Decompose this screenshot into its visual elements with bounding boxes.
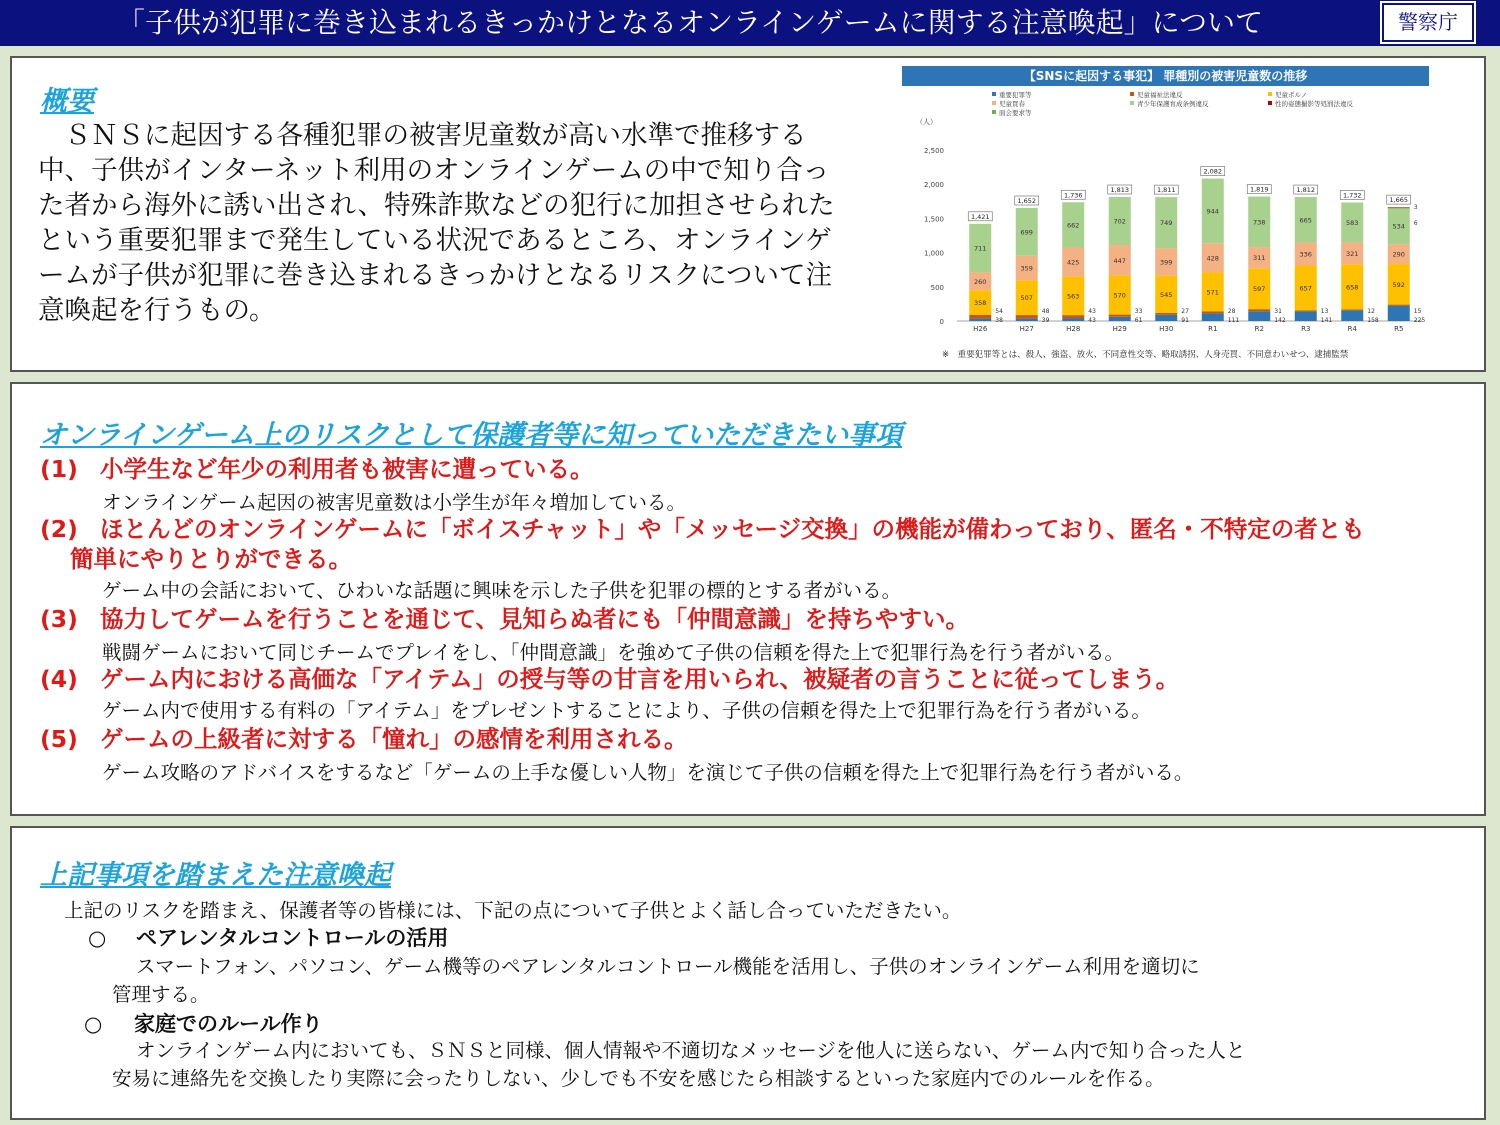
risk-item-4-number: (4) <box>40 665 78 693</box>
bar-segment-H28-1 <box>1062 315 1084 318</box>
x-tick-label-R5: R5 <box>1394 325 1404 333</box>
segment-label-H28-1: 43 <box>1088 308 1096 315</box>
header-bar <box>0 0 1500 46</box>
bar-segment-H27-0 <box>1016 318 1038 321</box>
risk-item-4-detail: ゲーム内で使用する有料の「アイテム」をプレゼントすることにより、子供の信頼を得た上で犯罪行為を行う者がいる。 <box>102 699 1151 722</box>
bar-segment-R2-1 <box>1248 309 1270 311</box>
bar-segment-R4-0 <box>1341 310 1363 321</box>
legend-swatch-6 <box>992 110 996 114</box>
segment-label-R5-3: 290 <box>1392 250 1405 259</box>
legend-label-1: 児童福祉法違反 <box>1137 91 1183 99</box>
agency-badge: 警察庁 <box>1382 3 1474 42</box>
bar-segment-R4-1 <box>1341 309 1363 310</box>
segment-label-R4-0: 158 <box>1367 317 1379 324</box>
segment-label-H27-4: 699 <box>1020 228 1033 237</box>
total-label-R3: 1,812 <box>1296 186 1316 195</box>
x-tick-label-R4: R4 <box>1347 325 1357 333</box>
legend-swatch-2 <box>1268 92 1272 96</box>
segment-label-R2-1: 31 <box>1274 308 1282 315</box>
bar-segment-H29-1 <box>1109 315 1131 317</box>
risk-item-4-title <box>40 664 1179 694</box>
risk-item-3-text: 協力してゲームを行うことを通じて、見知らぬ者にも「仲間意識」を持ちやすい。 <box>100 605 970 633</box>
overview-panel <box>10 56 1486 372</box>
segment-label-R4-3: 321 <box>1346 249 1359 258</box>
segment-label-H29-2: 570 <box>1113 291 1126 300</box>
segment-label-H26-4: 711 <box>974 244 987 253</box>
segment-label-H30-0: 91 <box>1181 317 1189 324</box>
advice-item-2-title <box>84 1010 323 1038</box>
risk-item-2-title-continued: 簡単にやりとりができる。 <box>70 545 352 573</box>
bar-segment-R5-0 <box>1388 306 1410 321</box>
total-label-R2: 1,819 <box>1249 185 1269 194</box>
segment-label-H28-0: 43 <box>1088 317 1096 324</box>
bar-segment-H26-1 <box>969 315 991 319</box>
y-tick-label-3: 1,500 <box>923 215 944 224</box>
segment-label-R4-1: 12 <box>1367 308 1375 315</box>
legend-label-6: 面会要求等 <box>999 109 1032 117</box>
page-title: 「子供が犯罪に巻き込まれるきっかけとなるオンラインゲームに関する注意喚起」について <box>116 6 1264 39</box>
bar-segment-H30-0 <box>1155 315 1177 321</box>
risk-item-3-detail: 戦闘ゲームにおいて同じチームでプレイをし、「仲間意識」を強めて子供の信頼を得た上で犯罪行為を行う者がいる。 <box>102 641 1124 664</box>
advice-item-1-line2: 管理する。 <box>112 983 210 1006</box>
total-label-R1: 2,082 <box>1203 167 1223 176</box>
x-tick-label-H26: H26 <box>973 325 988 333</box>
y-axis-unit: （人） <box>916 118 937 126</box>
segment-label-H27-2: 507 <box>1020 294 1033 303</box>
segment-label-H29-0: 61 <box>1134 317 1143 324</box>
advice-heading: 上記事項を踏まえた注意喚起 <box>40 860 391 891</box>
x-tick-label-H27: H27 <box>1019 325 1034 333</box>
bar-segment-R5-6 <box>1388 207 1410 208</box>
risks-panel <box>10 382 1486 816</box>
segment-label-H28-3: 425 <box>1067 258 1080 267</box>
total-label-R4: 1,732 <box>1342 191 1362 200</box>
segment-label-R1-2: 571 <box>1206 288 1219 297</box>
total-label-R5: 1,665 <box>1389 196 1409 205</box>
bar-segment-R1-0 <box>1202 313 1224 321</box>
segment-label-H27-1: 48 <box>1041 308 1050 315</box>
x-tick-label-R2: R2 <box>1254 325 1264 333</box>
segment-label-R5-5: 3 <box>1413 204 1418 212</box>
risk-item-1-number: (1) <box>40 455 78 483</box>
legend-swatch-0 <box>992 92 996 96</box>
risk-item-3-number: (3) <box>40 605 78 633</box>
advice-panel <box>10 826 1486 1120</box>
risk-item-5-detail: ゲーム攻略のアドバイスをするなど「ゲームの上手な優しい人物」を演じて子供の信頼を得た上で犯罪行為を行う者がいる。 <box>102 761 1194 784</box>
segment-label-H30-4: 749 <box>1160 219 1173 228</box>
segment-label-R3-4: 665 <box>1299 216 1312 225</box>
risk-item-4-text: ゲーム内における高価な「アイテム」の授与等の甘言を用いられ、被疑者の言うことに従ってしまう。 <box>100 665 1180 693</box>
segment-label-R5-1: 15 <box>1413 308 1422 315</box>
bar-segment-H28-0 <box>1062 318 1084 321</box>
bar-segment-H26-0 <box>969 318 991 321</box>
segment-label-R5-2: 592 <box>1392 280 1405 289</box>
total-label-H30: 1,811 <box>1156 186 1176 195</box>
legend-label-0: 重要犯罪等 <box>999 91 1032 99</box>
bar-segment-H29-0 <box>1109 317 1131 321</box>
segment-label-R3-2: 657 <box>1299 284 1312 293</box>
legend-label-5: 性的姿態撮影等処罰法違反 <box>1275 100 1353 108</box>
risk-item-5-number: (5) <box>40 725 78 753</box>
risk-item-3-title <box>40 604 969 634</box>
segment-label-H26-2: 358 <box>974 298 987 307</box>
risk-item-2-detail: ゲーム中の会話において、ひわいな話題に興味を示した子供を犯罪の標的とする者がいる。 <box>102 579 902 602</box>
segment-label-H26-1: 54 <box>995 308 1003 315</box>
risk-item-1-detail: オンラインゲーム起因の被害児童数は小学生が年々増加している。 <box>102 491 687 514</box>
segment-label-R3-0: 141 <box>1320 317 1333 324</box>
risk-item-2-text: ほとんどのオンラインゲームに「ボイスチャット」や「メッセージ交換」の機能が備わっており、匿名・不特定の者とも <box>100 515 1365 543</box>
advice-intro: 上記のリスクを踏まえ、保護者等の皆様には、下記の点について子供とよく話し合っていただきたい。 <box>64 899 962 922</box>
y-tick-label-1: 500 <box>930 283 944 292</box>
legend-swatch-3 <box>992 101 996 105</box>
segment-label-H30-1: 27 <box>1181 308 1189 315</box>
legend-label-4: 青少年保護育成条例違反 <box>1137 100 1209 108</box>
bar-segment-R3-0 <box>1295 311 1317 321</box>
risk-item-5-text: ゲームの上級者に対する「憧れ」の感情を利用される。 <box>100 725 688 753</box>
risk-item-1-title <box>40 454 594 484</box>
x-tick-label-R3: R3 <box>1301 325 1311 333</box>
segment-label-R1-3: 428 <box>1206 254 1219 263</box>
y-tick-label-0: 0 <box>939 318 944 326</box>
segment-label-R5-6: 6 <box>1413 220 1418 228</box>
x-tick-label-H28: H28 <box>1066 325 1081 333</box>
y-tick-label-2: 1,000 <box>923 249 944 258</box>
legend-swatch-1 <box>1130 92 1134 96</box>
legend-swatch-5 <box>1268 101 1272 105</box>
advice-item-2-line1: オンラインゲーム内においても、ＳＮＳと同様、個人情報や不適切なメッセージを他人に送らない、ゲーム内で知り合った人と <box>136 1039 1246 1062</box>
y-tick-label-5: 2,500 <box>923 147 944 155</box>
bar-segment-R2-0 <box>1248 311 1270 321</box>
total-label-H29: 1,813 <box>1110 185 1130 194</box>
segment-label-H26-3: 260 <box>974 277 987 286</box>
overview-body: ＳＮＳに起因する各種犯罪の被害児童数が高い水準で推移する中、子供がインターネット利用のオンラインゲームの中で知り合った者から海外に誘い出され、特殊詐欺などの犯行に加担させられたという重要犯罪まで発生している状況であるところ、オンラインゲームが子供が犯罪に巻き込まれるきっかけとなるリスクについて注意喚起を行うもの。 <box>38 120 835 326</box>
risk-item-2-number: (2) <box>40 515 78 543</box>
segment-label-H26-0: 38 <box>995 317 1003 324</box>
segment-label-H29-4: 702 <box>1113 217 1126 226</box>
segment-label-H30-2: 545 <box>1160 290 1173 299</box>
segment-label-H29-1: 33 <box>1134 308 1143 315</box>
x-tick-label-H29: H29 <box>1112 325 1127 333</box>
segment-label-H28-4: 662 <box>1067 221 1080 230</box>
x-tick-label-R1: R1 <box>1208 325 1218 333</box>
segment-label-R3-3: 336 <box>1299 250 1312 259</box>
segment-label-R3-1: 13 <box>1320 308 1329 315</box>
total-label-H27: 1,652 <box>1017 197 1037 206</box>
chart-svg <box>902 88 1442 346</box>
segment-label-H27-3: 359 <box>1020 264 1033 273</box>
segment-label-R1-4: 944 <box>1206 207 1219 216</box>
legend-swatch-4 <box>1130 101 1134 105</box>
y-tick-label-4: 2,000 <box>923 181 944 190</box>
segment-label-R2-0: 142 <box>1274 317 1286 324</box>
total-label-H26: 1,421 <box>970 212 990 221</box>
segment-label-R4-4: 583 <box>1346 218 1359 227</box>
segment-label-H29-3: 447 <box>1113 256 1126 265</box>
bar-segment-H30-1 <box>1155 313 1177 315</box>
x-tick-label-H30: H30 <box>1159 325 1174 333</box>
risk-item-5-title <box>40 724 688 754</box>
advice-item-1-line1: スマートフォン、パソコン、ゲーム機等のペアレンタルコントロール機能を活用し、子供のオンラインゲーム利用を適切に <box>136 955 1200 978</box>
advice-item-2-line2: 安易に連絡先を交換したり実際に会ったりしない、少しでも不安を感じたら相談するといった家庭内でのルールを作る。 <box>112 1067 1165 1090</box>
risk-item-1-text: 小学生など年少の利用者も被害に遭っている。 <box>100 455 594 483</box>
chart-title: 【SNSに起因する事犯】 罪種別の被害児童数の推移 <box>902 66 1429 86</box>
segment-label-R4-2: 658 <box>1346 283 1359 292</box>
segment-label-H28-2: 563 <box>1067 292 1080 301</box>
legend-label-2: 児童ポルノ <box>1275 91 1308 99</box>
bar-segment-R3-1 <box>1295 310 1317 311</box>
advice-item-1-text: ペアレンタルコントロールの活用 <box>136 926 449 950</box>
legend-label-3: 児童買春 <box>999 100 1025 108</box>
segment-label-R5-0: 225 <box>1413 317 1426 324</box>
segment-label-R2-4: 738 <box>1253 218 1266 227</box>
overview-heading: 概要 <box>40 86 94 117</box>
advice-item-2-text: 家庭でのルール作り <box>134 1012 323 1036</box>
advice-item-2-bullet: ○ <box>84 1012 103 1036</box>
chart-footnote: ※ 重要犯罪等とは、殺人、強盗、放火、不同意性交等、略取誘拐、人身売買、不同意わいせつ、逮捕監禁 <box>942 350 1349 360</box>
bar-segment-R1-1 <box>1202 311 1224 313</box>
segment-label-R1-1: 28 <box>1227 308 1236 315</box>
advice-item-1-title <box>88 924 448 952</box>
bar-segment-R5-1 <box>1388 305 1410 306</box>
advice-item-1-bullet: ○ <box>88 926 107 950</box>
segment-label-R2-3: 311 <box>1253 254 1266 263</box>
risk-item-2-title <box>40 514 1365 544</box>
segment-label-H30-3: 399 <box>1160 258 1173 267</box>
segment-label-R2-2: 597 <box>1253 285 1266 294</box>
risks-heading: オンラインゲーム上のリスクとして保護者等に知っていただきたい事項 <box>40 420 903 451</box>
segment-label-R1-0: 111 <box>1227 317 1240 324</box>
segment-label-H27-0: 39 <box>1041 317 1050 324</box>
bar-segment-H27-1 <box>1016 315 1038 318</box>
segment-label-R5-4: 534 <box>1392 222 1405 231</box>
victim-count-chart <box>902 66 1442 366</box>
total-label-H28: 1,736 <box>1063 191 1083 200</box>
